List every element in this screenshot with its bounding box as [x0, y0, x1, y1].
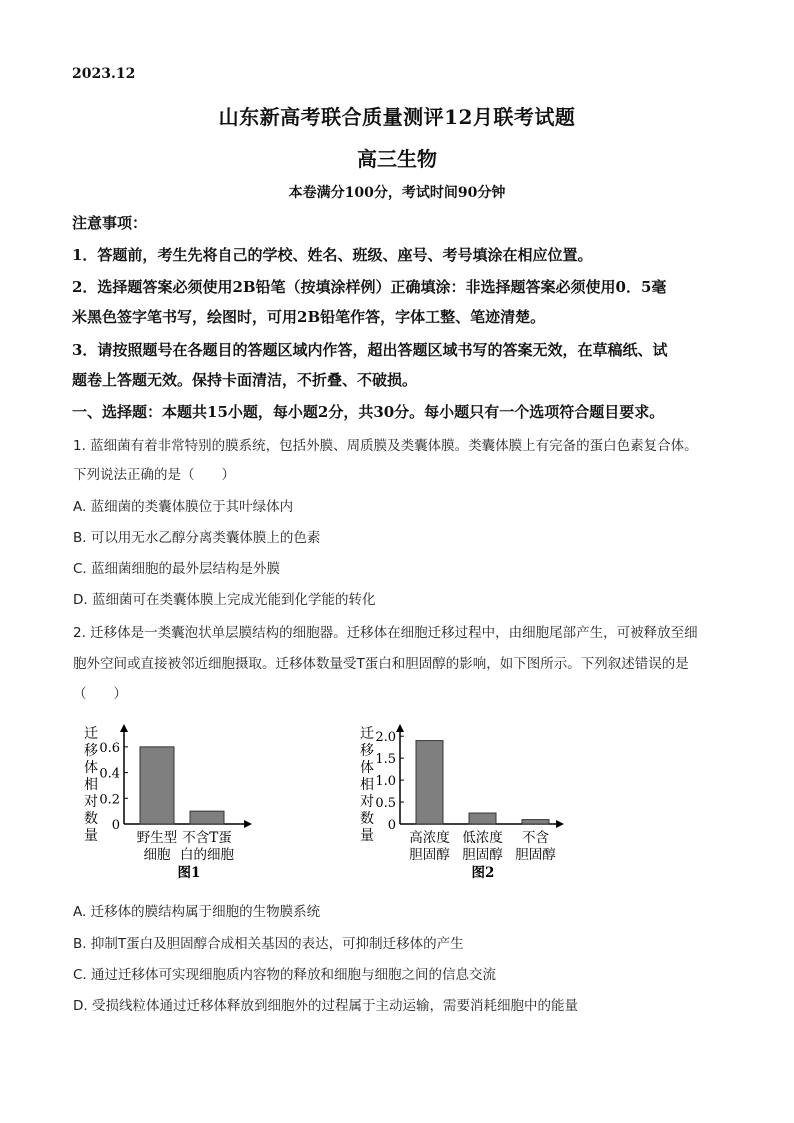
- q2-option-a: A. 迁移体的膜结构属于细胞的生物膜系统: [73, 904, 321, 920]
- notes-line-1: 1．答题前，考生先将自己的学校、姓名、班级、座号、考号填涂在相应位置。: [72, 246, 593, 264]
- fig2-bar-2: [469, 813, 496, 824]
- figure-1-svg: [78, 720, 258, 880]
- notes-line-3b: 题卷上答题无效。保持卡面清洁，不折叠、不破损。: [72, 371, 418, 389]
- exam-title: 山东新高考联合质量测评12月联考试题: [218, 105, 576, 129]
- exam-date: 2023.12: [72, 66, 136, 82]
- fig2-y-tick-label: 0: [387, 818, 396, 833]
- fig2-y-tick-label: 1.0: [375, 774, 396, 790]
- fig1-ylabel-char: 量: [84, 828, 98, 844]
- fig2-title: 图2: [471, 865, 495, 880]
- fig2-y-arrow: [396, 724, 404, 732]
- fig2-category-label: 低浓度: [462, 830, 503, 846]
- fig1-y-arrow: [120, 724, 128, 732]
- fig2-y-tick-label: 1.5: [375, 752, 396, 768]
- fig2-ylabel-char: 移: [360, 743, 374, 759]
- q1-option-d: D. 蓝细菌可在类囊体膜上完成光能到化学能的转化: [73, 592, 376, 608]
- q2-stem-3: （ ）: [73, 686, 127, 702]
- fig1-x-arrow: [244, 820, 252, 828]
- fig2-bar-1: [416, 741, 443, 824]
- fig1-category-label: 野生型: [136, 830, 178, 846]
- fig2-ylabel-char: 数: [360, 811, 374, 827]
- fig1-ylabel-char: 迁: [84, 726, 98, 742]
- fig1-category-label: 细胞: [143, 847, 171, 863]
- fig1-ylabel-char: 移: [84, 743, 98, 759]
- fig1-category-label: 白的细胞: [180, 847, 234, 863]
- q1-stem-1: 1. 蓝细菌有着非常特别的膜系统，包括外膜、周质膜及类囊体膜。类囊体膜上有完备的蛋白色素复合体。: [73, 438, 698, 454]
- fig2-ylabel-char: 迁: [360, 726, 374, 742]
- q2-stem-2: 胞外空间或直接被邻近细胞摄取。迁移体数量受T蛋白和胆固醇的影响，如下图所示。下列叙述错误的是: [73, 656, 689, 672]
- fig2-ylabel-char: 量: [360, 828, 374, 844]
- fig1-ylabel-char: 体: [84, 760, 98, 776]
- q2-option-b: B. 抑制T蛋白及胆固醇合成相关基因的表达，可抑制迁移体的产生: [73, 936, 464, 952]
- fig2-bar-3: [522, 820, 549, 824]
- fig1-ylabel-char: 对: [84, 794, 98, 810]
- exam-subject: 高三生物: [357, 147, 437, 171]
- q2-stem-1: 2. 迁移体是一类囊泡状单层膜结构的细胞器。迁移体在细胞迁移过程中，由细胞尾部产生，可被释放至细: [73, 625, 698, 641]
- fig2-category-label: 胆固醇: [409, 847, 450, 863]
- figure-2-chart: [354, 720, 569, 880]
- fig2-ylabel-char: 体: [360, 760, 374, 776]
- fig1-ylabel-char: 数: [84, 811, 98, 827]
- fig2-y-tick-label: 0.5: [375, 796, 396, 812]
- q2-option-c: C. 通过迁移体可实现细胞质内容物的释放和细胞与细胞之间的信息交流: [73, 967, 497, 983]
- notes-line-3a: 3．请按照题号在各题目的答题区域内作答，超出答题区域书写的答案无效，在草稿纸、试: [72, 341, 668, 359]
- fig1-bar-1: [140, 747, 174, 824]
- fig2-category-label: 不含: [522, 830, 549, 846]
- figure-1-chart: [78, 720, 258, 880]
- q2-option-d: D. 受损线粒体通过迁移体释放到细胞外的过程属于主动运输，需要消耗细胞中的能量: [73, 998, 578, 1014]
- fig1-y-tick-label: 0: [111, 818, 120, 833]
- notes-line-2b: 米黑色签字笔书写，绘图时，可用2B铅笔作答，字体工整、笔迹清楚。: [72, 308, 546, 326]
- exam-meta: 本卷满分100分，考试时间90分钟: [288, 185, 506, 201]
- q1-option-c: C. 蓝细菌细胞的最外层结构是外膜: [73, 561, 281, 577]
- fig1-ylabel-char: 相: [84, 777, 98, 793]
- fig1-y-tick-label: 0.4: [99, 766, 120, 782]
- fig1-y-tick-label: 0.2: [99, 792, 120, 808]
- q1-stem-2: 下列说法正确的是（ ）: [73, 467, 235, 483]
- q1-option-a: A. 蓝细菌的类囊体膜位于其叶绿体内: [73, 499, 294, 515]
- fig2-ylabel-char: 对: [360, 794, 374, 810]
- fig2-ylabel-char: 相: [360, 777, 374, 793]
- fig2-x-arrow: [556, 820, 564, 828]
- notes-heading: 注意事项：: [72, 214, 148, 232]
- q1-option-b: B. 可以用无水乙醇分离类囊体膜上的色素: [73, 530, 321, 546]
- fig1-bar-2: [190, 811, 224, 824]
- fig1-title: 图1: [177, 865, 201, 880]
- fig2-category-label: 高浓度: [409, 830, 450, 846]
- fig2-category-label: 胆固醇: [515, 847, 556, 863]
- figure-2-svg: [354, 720, 569, 880]
- fig2-y-tick-label: 2.0: [375, 730, 396, 746]
- fig1-y-tick-label: 0.6: [99, 740, 120, 756]
- fig2-category-label: 胆固醇: [462, 847, 503, 863]
- notes-line-2a: 2．选择题答案必须使用2B铅笔（按填涂样例）正确填涂：非选择题答案必须使用0．5毫: [72, 278, 667, 296]
- fig1-category-label: 不含T蛋: [182, 830, 232, 846]
- section-heading: 一、选择题：本题共15小题，每小题2分，共30分。每小题只有一个选项符合题目要求。: [72, 403, 665, 421]
